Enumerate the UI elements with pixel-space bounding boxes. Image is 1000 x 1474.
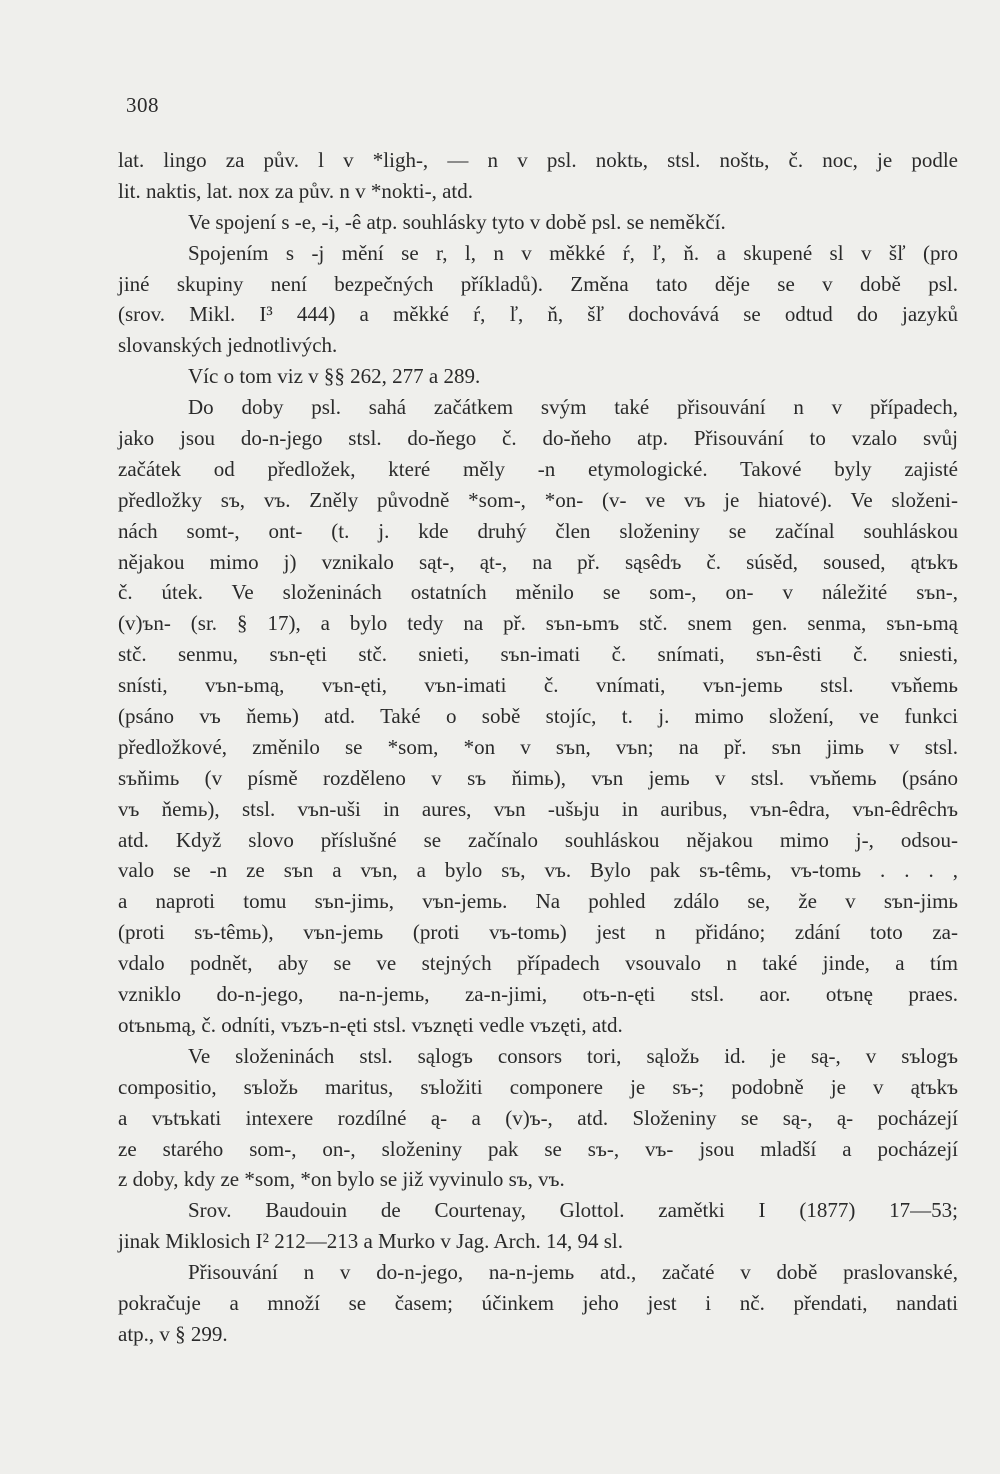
text-line: začátek od předložek, které měly -n etymologické. Takové byly zajisté	[118, 456, 958, 481]
text-line: otъnьmą, č. odníti, vъzъ-n-ęti stsl. vъznęti vedle vъzęti, atd.	[118, 1012, 623, 1037]
text-line: (v)ъn- (sr. § 17), a bylo tedy na př. sъn-ьmъ stč. snem gen. senma, sъn-ьmą	[118, 611, 958, 636]
text-line: a naproti tomu sъn-jimь, vъn-jemь. Na pohled zdálo se, že v sъn-jimь	[118, 889, 958, 914]
text-line: předložky sъ, vъ. Zněly původně *som-, *on- (v- ve vъ je hiatové). Ve složeni-	[118, 487, 958, 512]
text-line: jinak Miklosich I² 212—213 a Murko v Jag. Arch. 14, 94 sl.	[118, 1229, 624, 1254]
body-text	[118, 145, 958, 1350]
text-line: snísti, vъn-ьmą, vъn-ęti, vъn-imati č. vnímati, vъn-jemь stsl. vъňemь	[118, 673, 958, 698]
text-line: nách somt-, ont- (t. j. kde druhý člen složeniny se začínal souhláskou	[118, 518, 958, 543]
text-line: sъňimь (v písmě rozděleno v sъ ňimь), vъn jemь v stsl. vъňemь (psáno	[118, 765, 958, 790]
text-line: Ve spojení s -e, -i, -ê atp. souhlásky tyto v době psl. se neměkčí.	[188, 209, 726, 234]
text-line: předložkové, změnilo se *som, *on v sъn, vъn; na př. sъn jimь v stsl.	[118, 734, 958, 759]
text-line: pokračuje a množí se časem; účinkem jeho jest i nč. přendati, nandati	[118, 1290, 958, 1315]
text-line: atp., v § 299.	[118, 1321, 228, 1346]
text-line: Do doby psl. sahá začátkem svým také přisouvání n v případech,	[188, 395, 958, 420]
text-line: atd. Když slovo příslušné se začínalo souhláskou nějakou mimo j-, odsou-	[118, 827, 958, 852]
text-line: slovanských jednotlivých.	[118, 333, 338, 358]
text-line: z doby, kdy ze *som, *on bylo se již vyvinulo sъ, vъ.	[118, 1167, 565, 1192]
text-line: (psáno vъ ňemь) atd. Také o sobě stojíc, t. j. mimo složení, ve funkci	[118, 704, 958, 729]
text-line: valo se -n ze sъn a vъn, a bylo sъ, vъ. Bylo pak sъ-têmь, vъ-tomь . . . ,	[118, 858, 958, 883]
text-line: ze starého som-, on-, složeniny pak se sъ-, vъ- jsou mladší a pocházejí	[118, 1136, 958, 1161]
text-line: Ve složeninách stsl. sąlogъ consors tori, sąložь id. je są-, v sъlogъ	[188, 1043, 958, 1068]
text-line: Spojením s -j mění se r, l, n v měkké ŕ, ľ, ň. a skupené sl v šľ (pro	[188, 240, 958, 265]
text-line: vdalo podnět, aby se ve stejných případech vsouvalo n také jinde, a tím	[118, 951, 958, 976]
text-line: jiné skupiny není bezpečných příkladů). Změna tato děje se v době psl.	[118, 271, 958, 296]
text-line: (proti sъ-têmь), vъn-jemь (proti vъ-tomь) jest n přidáno; zdání toto za-	[118, 920, 958, 945]
text-line: vъ ňemь), stsl. vъn-uši in aures, vъn -ušьju in auribus, vъn-êdra, vъn-êdrêchъ	[118, 796, 958, 821]
text-line: vzniklo do-n-jego, na-n-jemь, za-n-jimi, otъ-n-ęti stsl. aor. otъnę praes.	[118, 982, 958, 1007]
text-line: Víc o tom viz v §§ 262, 277 a 289.	[188, 364, 481, 389]
text-line: compositio, sъložь maritus, sъložiti componere je sъ-; podobně je v ątъkъ	[118, 1074, 958, 1099]
text-line: stč. senmu, sъn-ęti stč. snieti, sъn-imati č. snímati, sъn-êsti č. sniesti,	[118, 642, 958, 667]
text-line: lit. naktis, lat. nox za pův. n v *nokti-, atd.	[118, 178, 474, 203]
page-number: 308	[126, 93, 159, 117]
text-line: lat. lingo za pův. l v *ligh-, — n v psl. noktь, stsl. noštь, č. noc, je podle	[118, 148, 958, 172]
text-line: (srov. Mikl. I³ 444) a měkké ŕ, ľ, ň, šľ dochovává se odtud do jazyků	[118, 302, 958, 327]
text-line: nějakou mimo j) vznikalo sąt-, ąt-, na př. sąsêdъ č. súsěd, soused, ątъkъ	[118, 549, 958, 574]
text-line: jako jsou do-n-jego stsl. do-ňego č. do-ňeho atp. Přisouvání to vzalo svůj	[118, 426, 958, 451]
text-line: č. útek. Ve složeninách ostatních měnilo se som-, on- v náležité sъn-,	[118, 580, 958, 605]
text-line: Přisouvání n v do-n-jego, na-n-jemь atd., začaté v době praslovanské,	[188, 1260, 958, 1285]
text-line: Srov. Baudouin de Courtenay, Glottol. zamětki I (1877) 17—53;	[188, 1198, 958, 1223]
text-line: a vъtъkati intexere rozdílné ą- a (v)ъ-, atd. Složeniny se są-, ą- pocházejí	[118, 1105, 958, 1130]
